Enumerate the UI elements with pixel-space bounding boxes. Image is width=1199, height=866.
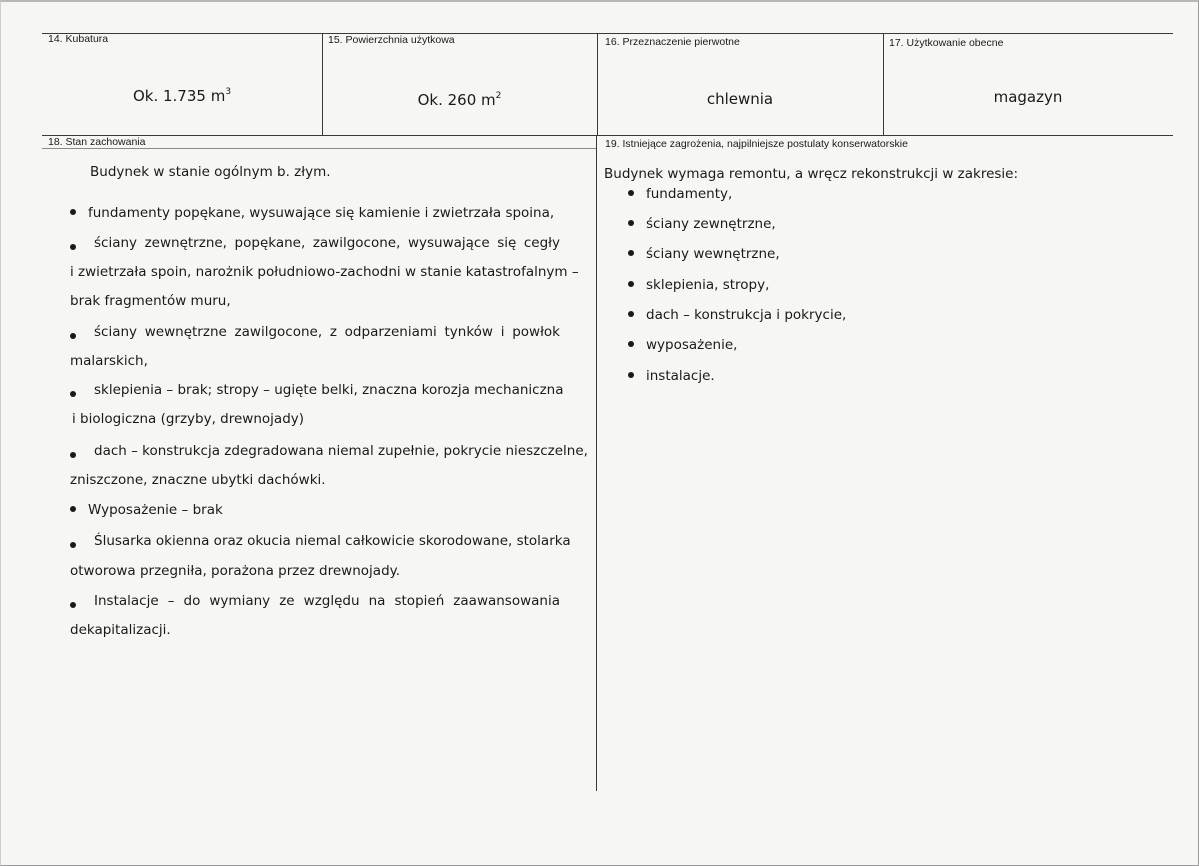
bullet-icon — [70, 209, 76, 215]
zagrozenia-item — [628, 337, 737, 353]
field-16-value: chlewnia — [706, 90, 774, 108]
stan-line-12: Ślusarka okienna oraz okucia niemal całkowicie skorodowane, stolarka — [94, 533, 571, 549]
bullet-icon — [70, 542, 76, 548]
zagrozenia-item — [628, 307, 846, 323]
stan-item-slusarka — [70, 533, 571, 549]
bullet-icon — [70, 506, 76, 512]
field-19-label: 19. Istniejące zagrożenia, najpilniejsze postulaty konserwatorskie — [605, 138, 908, 150]
zagrozenia-item-text: instalacje. — [646, 368, 715, 384]
stan-line-5: ściany wewnętrzne zawilgocone, z odparzeniami tynków i powłok — [94, 324, 560, 340]
field-14-value — [42, 87, 322, 105]
stan-item-sciany-zew — [70, 235, 560, 251]
zagrozenia-item — [628, 246, 780, 262]
field-14-label: 14. Kubatura — [48, 33, 109, 45]
stan-line-8: i biologiczna (grzyby, drewnojady) — [72, 411, 305, 427]
bullet-icon — [628, 220, 634, 226]
stan-line-3: i zwietrzała spoin, narożnik południowo-zachodni w stanie katastrofalnym – — [70, 264, 579, 280]
bullet-icon — [70, 391, 76, 397]
zagrozenia-item-text: ściany zewnętrzne, — [646, 216, 776, 232]
divider-18-19 — [596, 135, 597, 791]
bullet-icon — [628, 311, 634, 317]
divider-16-17 — [883, 33, 884, 135]
zagrozenia-item-text: sklepienia, stropy, — [646, 277, 770, 293]
field-17-value: magazyn — [993, 88, 1063, 106]
label-rule-18 — [42, 148, 596, 149]
bullet-icon — [628, 341, 634, 347]
zagrozenia-item-text: wyposażenie, — [646, 337, 738, 353]
field-14-value-sup: 3 — [225, 87, 232, 97]
mid-rule — [42, 135, 1173, 136]
stan-line-1: fundamenty popękane, wysuwające się kamienie i zwietrzała spoina, — [88, 205, 555, 221]
bullet-icon — [70, 602, 76, 608]
top-rule — [42, 33, 1173, 34]
stan-line-10: zniszczone, znaczne ubytki dachówki. — [70, 472, 326, 488]
stan-line-9: dach – konstrukcja zdegradowana niemal zupełnie, pokrycie nieszczelne, — [94, 443, 588, 459]
stan-item-instalacje — [70, 593, 560, 609]
bullet-icon — [70, 244, 76, 250]
bullet-icon — [628, 250, 634, 256]
field-16-label: 16. Przeznaczenie pierwotne — [605, 36, 740, 48]
zagrozenia-item — [628, 277, 769, 293]
zagrozenia-intro: Budynek wymaga remontu, a wręcz rekonstrukcji w zakresie: — [604, 166, 1019, 182]
stan-item-sciany-wew — [70, 324, 560, 340]
stan-line-11: Wyposażenie – brak — [88, 502, 223, 518]
zagrozenia-item-text: ściany wewnętrzne, — [646, 246, 780, 262]
field-18-label: 18. Stan zachowania — [48, 136, 146, 148]
stan-item-dach — [70, 443, 588, 459]
divider-14-15 — [322, 33, 323, 135]
zagrozenia-item — [628, 368, 715, 384]
stan-intro: Budynek w stanie ogólnym b. złym. — [90, 164, 331, 180]
stan-line-14: Instalacje – do wymiany ze względu na stopień zaawansowania — [94, 593, 560, 609]
field-14-value-text: Ok. 1.735 m — [132, 87, 226, 105]
bullet-icon — [70, 333, 76, 339]
stan-line-2: ściany zewnętrzne, popękane, zawilgocone, wysuwające się cegły — [94, 235, 560, 251]
stan-line-7: sklepienia – brak; stropy – ugięte belki, znaczna korozja mechaniczna — [94, 382, 564, 398]
zagrozenia-item — [628, 186, 732, 202]
field-15-label: 15. Powierzchnia użytkowa — [328, 34, 455, 46]
bullet-icon — [628, 190, 634, 196]
stan-item-sklepienia — [70, 382, 564, 398]
field-15-value — [322, 91, 597, 109]
zagrozenia-item — [628, 216, 776, 232]
field-15-value-text: Ok. 260 m — [417, 91, 496, 109]
stan-item-fundamenty — [70, 205, 554, 221]
stan-line-13: otworowa przegniła, porażona przez drewnojady. — [70, 563, 400, 579]
zagrozenia-item-text: dach – konstrukcja i pokrycie, — [646, 307, 847, 323]
field-17-label: 17. Użytkowanie obecne — [889, 37, 1004, 49]
stan-item-wyposazenie — [70, 502, 223, 518]
bullet-icon — [628, 372, 634, 378]
field-15-value-sup: 2 — [495, 91, 502, 101]
zagrozenia-item-text: fundamenty, — [646, 186, 733, 202]
stan-line-15: dekapitalizacji. — [70, 622, 171, 638]
bullet-icon — [628, 281, 634, 287]
stan-line-6: malarskich, — [70, 353, 148, 369]
divider-15-16 — [597, 33, 598, 135]
bullet-icon — [70, 452, 76, 458]
stan-line-4: brak fragmentów muru, — [70, 293, 231, 309]
